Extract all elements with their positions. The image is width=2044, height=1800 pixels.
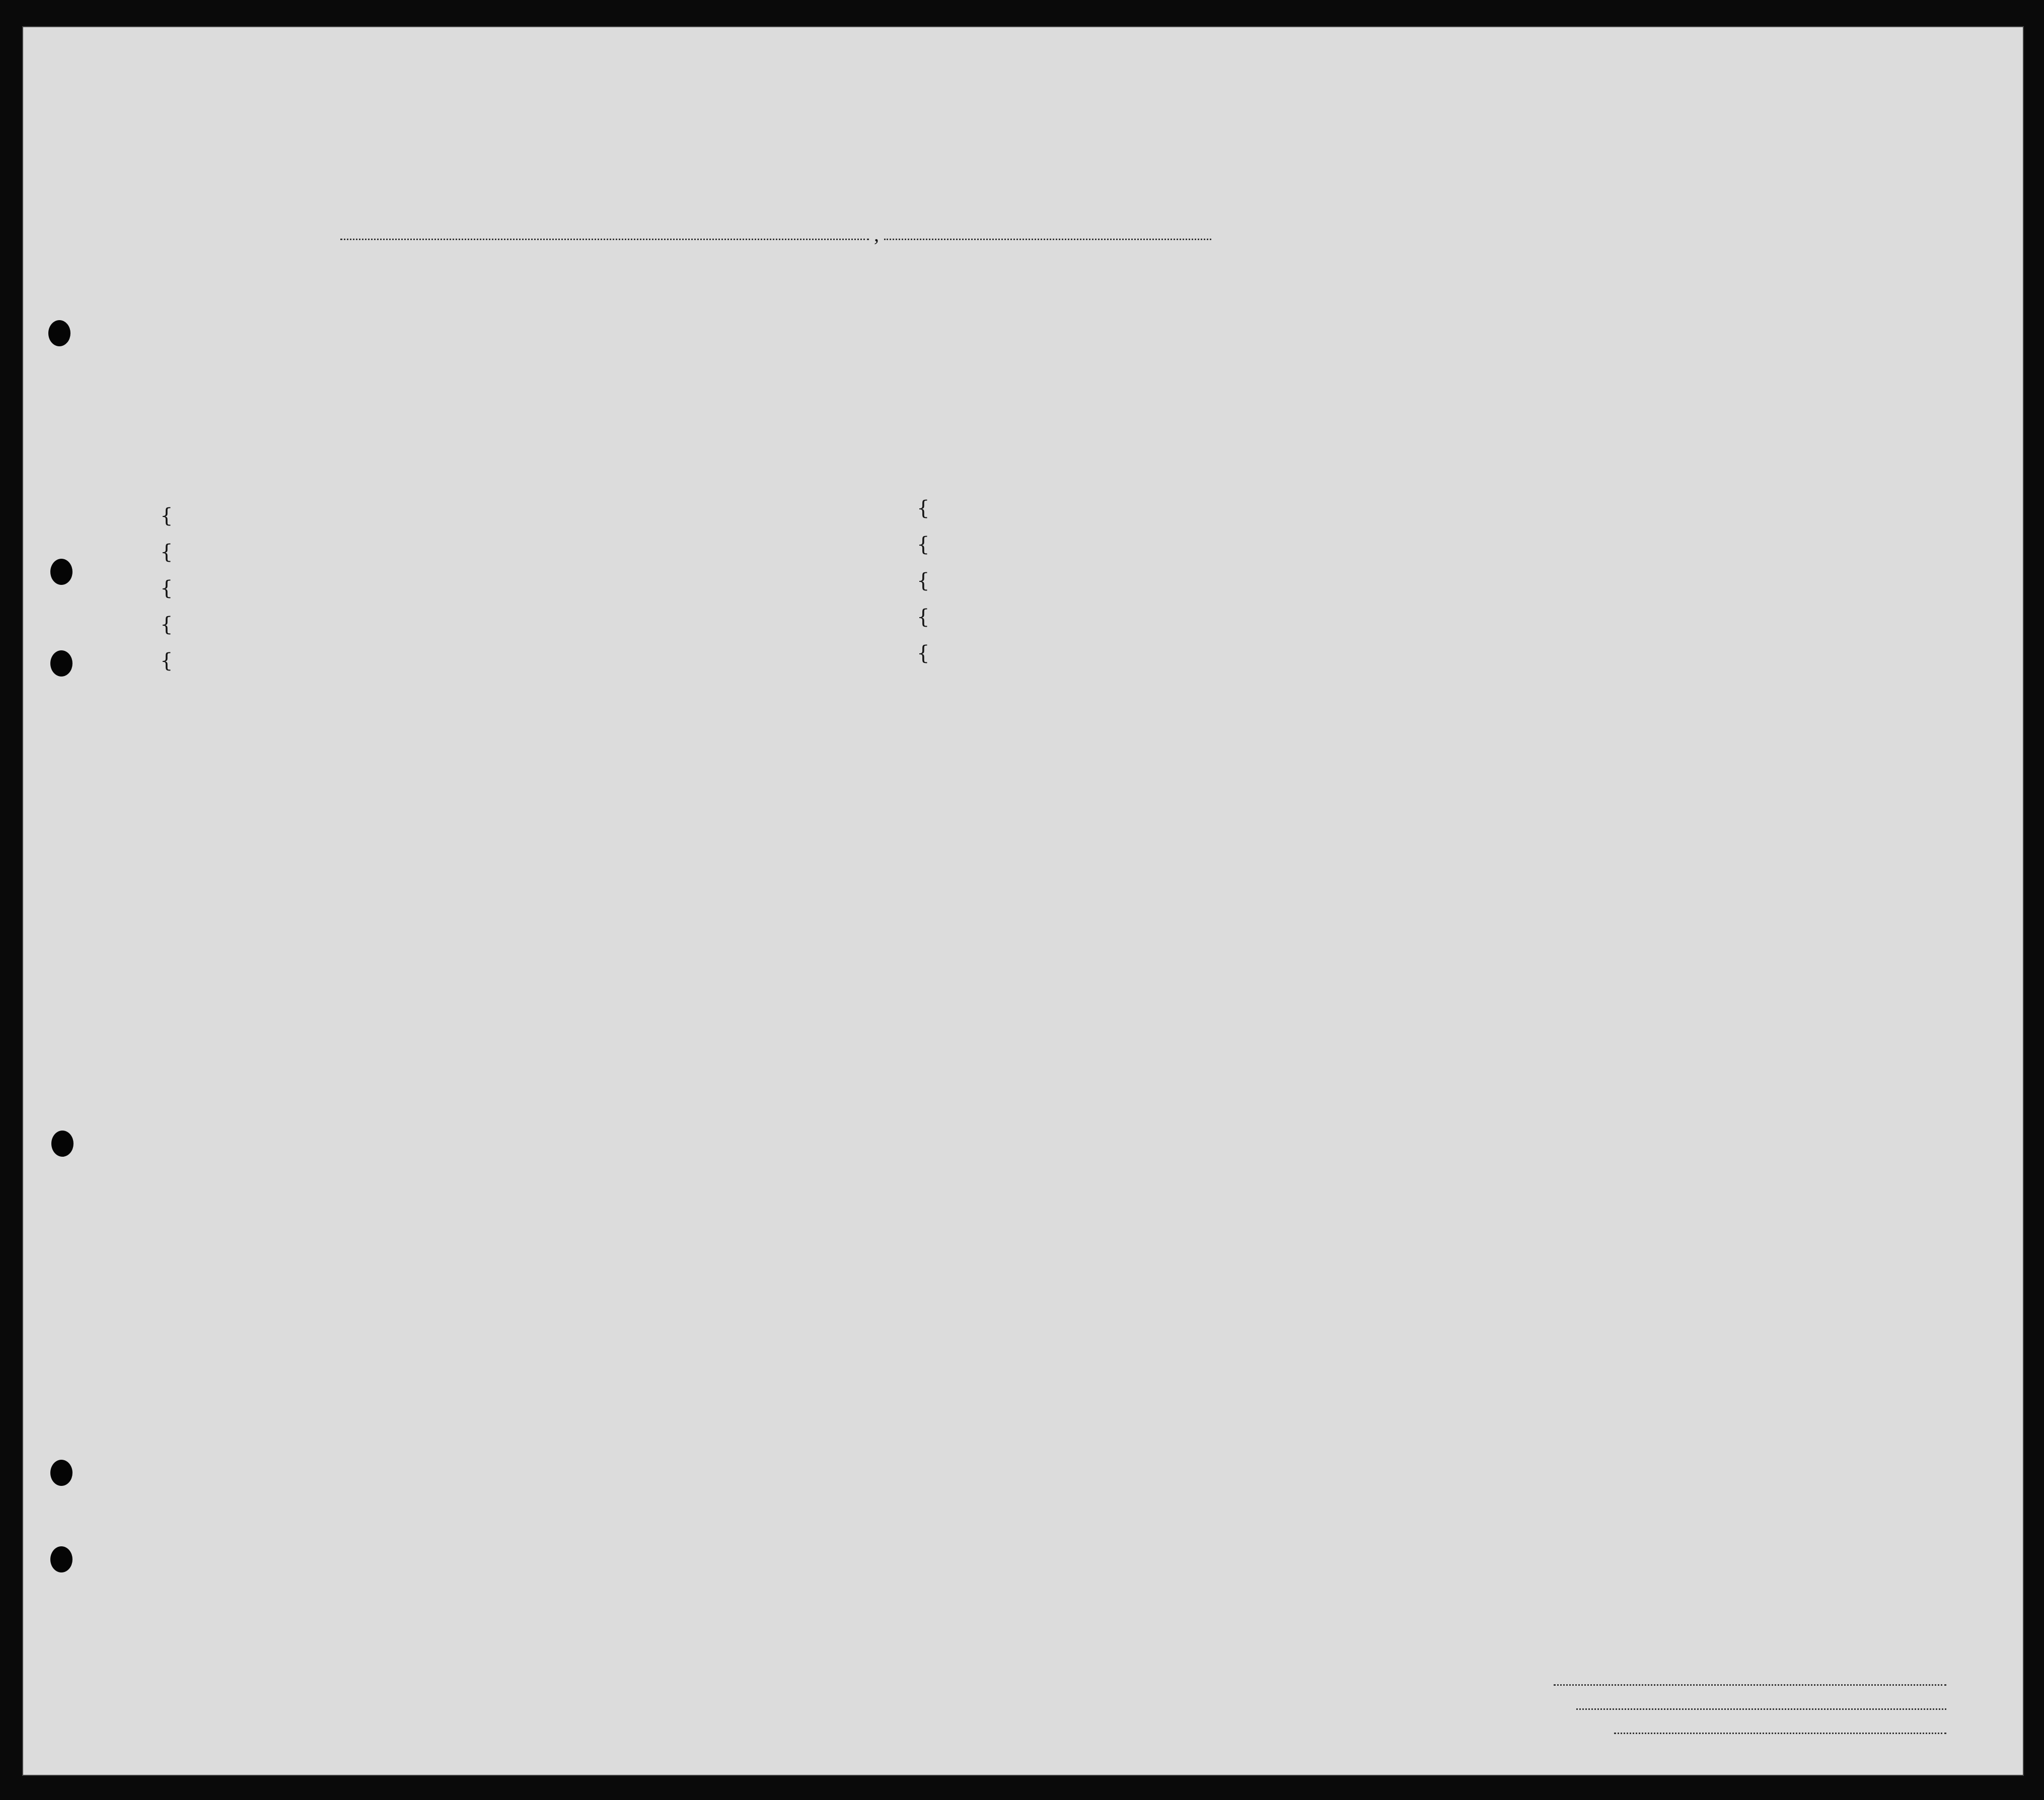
binder-hole: [50, 650, 72, 677]
binder-hole: [50, 559, 72, 585]
date-line: [884, 239, 1211, 240]
comma: ,: [874, 223, 879, 246]
table-grid: [23, 27, 2023, 1775]
hdr-purpose-b: [1231, 349, 1252, 445]
port-line: [340, 239, 869, 240]
hdr-q30: [1502, 329, 1517, 445]
hdr-prison: [1312, 329, 1340, 445]
bracket-23: { { { { {: [917, 497, 930, 665]
manifest-sheet: [22, 26, 2024, 1776]
binder-hole: [48, 320, 70, 346]
bracket-17: { { { { {: [160, 504, 173, 672]
hdr-q28: [1398, 329, 1435, 445]
binder-hole: [50, 1546, 72, 1572]
hdr-q29: [1454, 329, 1484, 445]
binder-hole: [51, 1131, 74, 1157]
binder-hole: [50, 1460, 72, 1486]
agents-underline: [1614, 1733, 1946, 1734]
entries-note: [1705, 110, 1987, 126]
owners-underline: [1576, 1708, 1946, 1710]
hdr-purpose-a: [1195, 349, 1220, 445]
hdr-q31: [1524, 329, 1540, 445]
line-underline: [1554, 1684, 1946, 1686]
hdr-purpose-c: [1272, 349, 1292, 445]
